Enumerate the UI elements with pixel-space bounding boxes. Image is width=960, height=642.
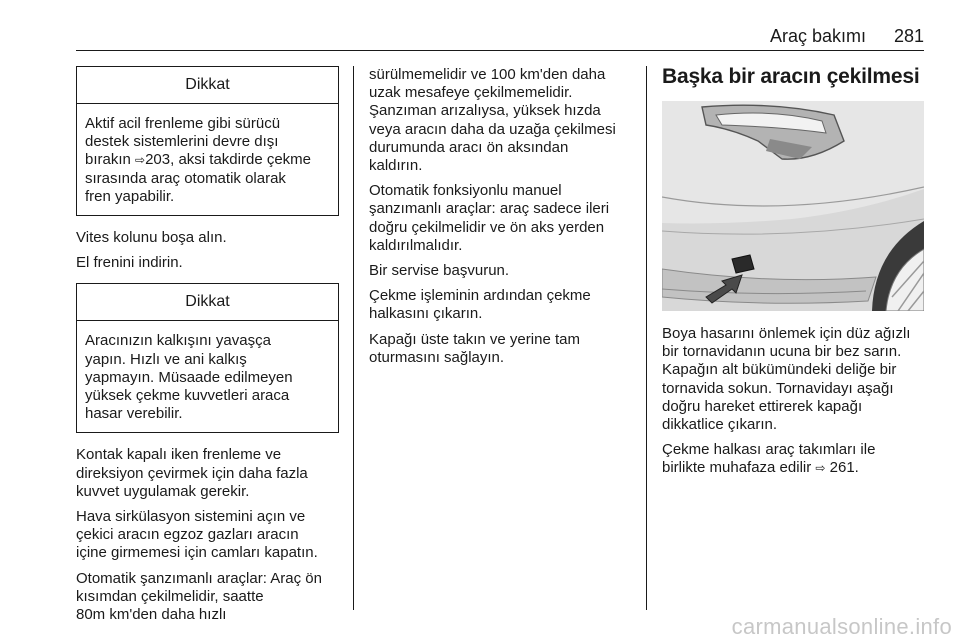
warning-box-2: [76, 283, 339, 433]
text-line: dikkatlice çıkarın.: [662, 416, 778, 434]
column-divider-1: [353, 66, 354, 610]
text-fragment: birlikte muhafaza edilir: [662, 459, 812, 477]
text-line: Boya hasarını önlemek için düz ağızlı: [662, 325, 911, 342]
page-reference[interactable]: 261.: [829, 459, 859, 477]
warning-box-1: [76, 66, 339, 216]
text-line: doğru hareket ettirerek kapağı: [662, 397, 863, 415]
text-line: Kapağı üste takın ve yerine tam: [369, 330, 580, 348]
warning-text: [77, 321, 338, 432]
paragraph-screwdriver: [662, 325, 926, 434]
page-reference-icon: ⇨: [815, 461, 826, 476]
text-line: kısımdan çekilmelidir, saatte: [76, 587, 264, 605]
warning-title: Dikkat: [77, 67, 338, 104]
text-line: hasar verebilir.: [85, 405, 183, 423]
paragraph-automatic: [76, 570, 339, 625]
text-line: Kontak kapalı iken frenleme ve: [76, 446, 282, 464]
text-line: doğru çekilmelidir ve ön aks yerden: [369, 218, 605, 236]
right-column: [662, 64, 926, 485]
paragraph-towing-ring-storage: [662, 441, 926, 477]
watermark: carmanualsonline.info: [731, 614, 952, 639]
paragraph-manual-automatic: [369, 182, 634, 255]
warning-text: [77, 104, 338, 215]
text-line: Bir servise başvurun.: [369, 262, 510, 280]
text-line: kuvvet uygulamak gerekir.: [76, 482, 250, 500]
paragraph-speed-limit: [369, 66, 634, 175]
chapter-title: Araç bakımı: [769, 26, 866, 46]
text-fragment: bırakın: [85, 151, 131, 169]
text-line: yüksek çekme kuvvetleri araca: [85, 387, 290, 405]
text-line: sürülmemelidir ve 100 km'den daha: [369, 66, 606, 83]
page-reference[interactable]: 203, aksi takdirde çekme: [145, 151, 312, 169]
page-header: [76, 24, 924, 51]
paragraph-refit-cover: [369, 331, 634, 367]
text-line: Çekme halkası araç takımları ile: [662, 441, 876, 459]
warning-title: Dikkat: [77, 284, 338, 321]
text-line: direksiyon çevirmek için daha fazla: [76, 464, 308, 482]
text-line: Kapağın alt bükümündeki deliğe bir: [662, 361, 897, 379]
text-line: Otomatik şanzımanlı araçlar: Araç ön: [76, 569, 322, 587]
text-line: Şanzıman arızalıysa, yüksek hızda: [369, 102, 601, 120]
text-line: çekici aracın egzoz gazları aracın: [76, 526, 299, 544]
section-heading: Başka bir aracın çekilmesi: [662, 65, 920, 88]
text-line: [85, 151, 330, 169]
paragraph-remove-ring: [369, 287, 634, 323]
text-line: durumunda aracı ön aksından: [369, 138, 569, 156]
paragraph-braking: [76, 446, 339, 501]
text-line: Çekme işleminin ardından çekme: [369, 287, 591, 305]
text-line: halkasını çıkarın.: [369, 305, 483, 323]
text-line: içine girmemesi için camları kapatın.: [76, 544, 318, 562]
towing-eye-cover-illustration: [662, 101, 924, 311]
paragraph-air-circulation: [76, 508, 339, 563]
text-line: bir tornavidanın ucuna bir bez sarın.: [662, 343, 902, 361]
page-number: 281: [893, 26, 924, 46]
text-line: yapmayın. Müsaade edilmeyen: [85, 368, 293, 386]
text-line: Aracınızın kalkışını yavaşça: [85, 332, 271, 350]
text-line: tornavida sokun. Tornavidayı aşağı: [662, 379, 894, 397]
text-line: veya aracın daha da uzağa çekilmesi: [369, 120, 616, 138]
text-line: 80m km'den daha hızlı: [76, 606, 227, 624]
middle-column: [369, 66, 634, 374]
text-line: kaldırılmalıdır.: [369, 236, 463, 254]
text-line: sırasında araç otomatik olarak: [85, 169, 286, 187]
text-line: destek sistemlerini devre dışı: [85, 133, 279, 151]
text-line: kaldırın.: [369, 157, 423, 175]
text-line: [662, 459, 926, 477]
text-line: şanzımanlı araçlar: araç sadece ileri: [369, 200, 610, 218]
page-reference-icon: ⇨: [135, 153, 146, 168]
instruction-neutral: Vites kolunu boşa alın.: [76, 229, 227, 247]
text-line: Aktif acil frenleme gibi sürücü: [85, 115, 281, 132]
text-line: Hava sirkülasyon sistemini açın ve: [76, 508, 306, 526]
text-line: yapın. Hızlı ve ani kalkış: [85, 350, 247, 368]
text-line: fren yapabilir.: [85, 187, 175, 205]
column-divider-2: [646, 66, 647, 610]
text-line: uzak mesafeye çekilmemelidir.: [369, 84, 573, 102]
left-column: [76, 66, 339, 631]
paragraph-service: [369, 262, 634, 280]
text-line: oturmasını sağlayın.: [369, 348, 505, 366]
instruction-handbrake: El frenini indirin.: [76, 254, 183, 272]
text-line: Otomatik fonksiyonlu manuel: [369, 182, 562, 200]
